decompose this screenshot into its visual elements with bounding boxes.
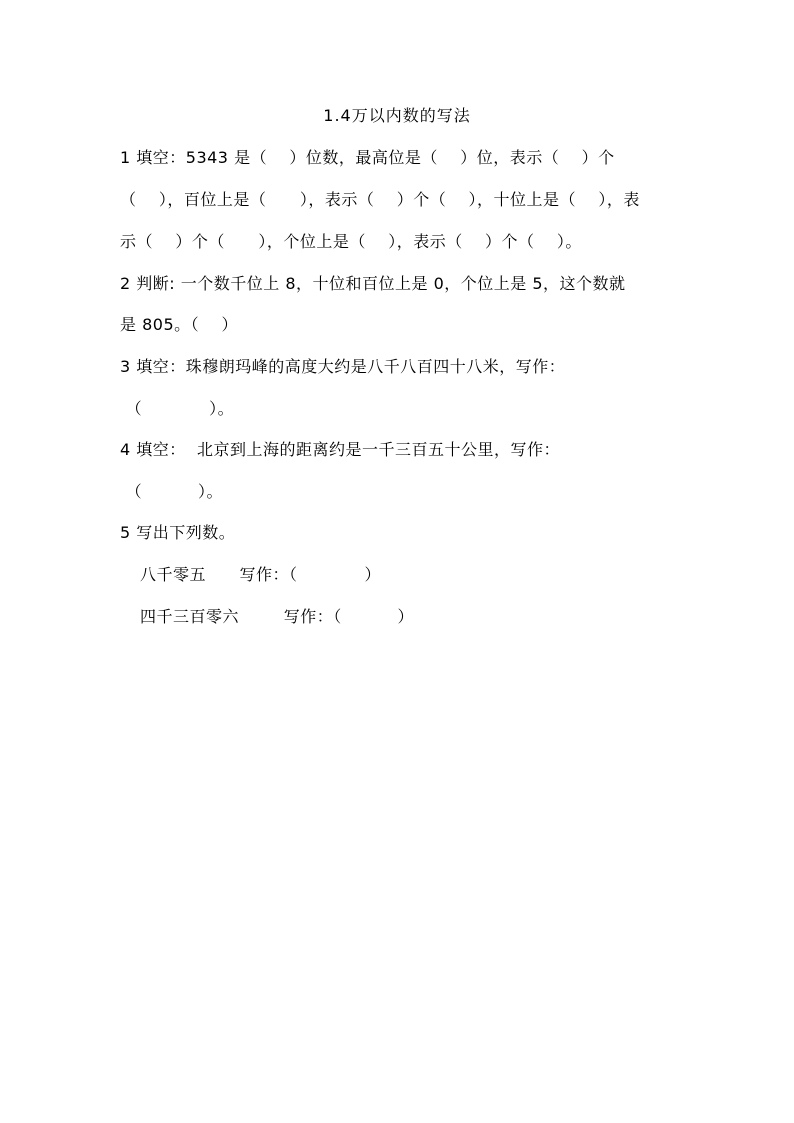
question-5-item-2: 四千三百零六 写作：（ ）	[140, 607, 415, 626]
question-3-answer: （ ）。	[120, 399, 235, 418]
question-1-line-3: 示（ ）个（ ），个位上是（ ），表示（ ）个（ ）。	[120, 232, 582, 251]
question-4-answer: （ ）。	[120, 482, 223, 501]
question-1-line-1: 1 填空：5343 是（ ）位数，最高位是（ ）位，表示（ ）个	[120, 148, 615, 167]
question-2-line-2: 是 805。（ ）	[120, 315, 238, 334]
question-2-line-1: 2 判断: 一个数千位上 8，十位和百位上是 0，个位上是 5，这个数就	[120, 274, 626, 293]
question-4-line-1: 4 填空： 北京到上海的距离约是一千三百五十公里，写作：	[120, 440, 560, 459]
question-3-line-1: 3 填空：珠穆朗玛峰的高度大约是八千八百四十八米，写作：	[120, 357, 566, 376]
question-5-heading: 5 写出下列数。	[120, 523, 236, 542]
question-1-line-2: （ ），百位上是（ ），表示（ ）个（ ），十位上是（ ），表	[120, 190, 640, 209]
page-title: 1.4万以内数的写法	[323, 106, 471, 125]
question-5-item-1: 八千零五 写作：（ ）	[140, 565, 382, 584]
